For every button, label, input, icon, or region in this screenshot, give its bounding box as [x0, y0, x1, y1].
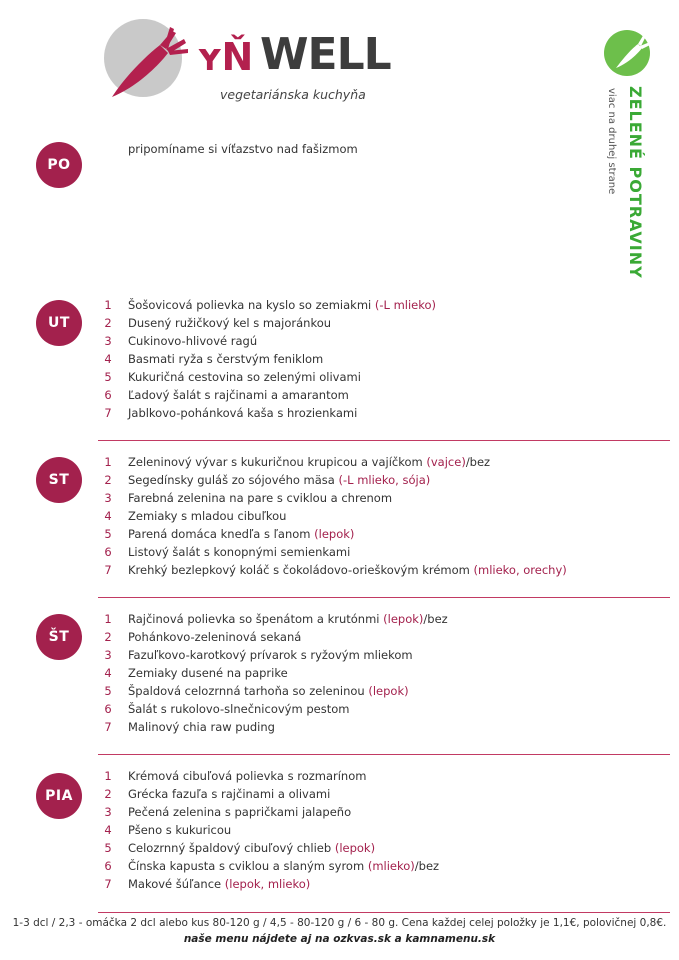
tagline: vegetariánska kuchyňa	[220, 87, 366, 102]
item-allergen: (lepok)	[383, 612, 424, 626]
item-allergen: (-L mlieko)	[374, 298, 437, 312]
list-item	[0, 455, 679, 473]
list-item	[0, 841, 679, 859]
section-divider	[98, 912, 670, 913]
item-text	[128, 545, 350, 559]
item-suffix: /bez	[465, 455, 491, 469]
item-text	[128, 805, 351, 819]
item-text	[128, 666, 288, 680]
item-name: Listový šalát s konopnými semienkami	[128, 545, 351, 559]
holiday-note: pripomíname si víťazstvo nad fašizmom	[128, 142, 358, 156]
item-number: 3	[104, 334, 112, 348]
item-number: 5	[104, 370, 112, 384]
brand-logo	[104, 19, 394, 109]
item-number: 6	[104, 545, 112, 559]
item-text	[128, 334, 257, 348]
list-item	[0, 316, 679, 334]
item-text	[128, 298, 436, 312]
list-item	[0, 298, 679, 316]
brand-main: WELL	[260, 29, 391, 80]
item-allergen: (lepok)	[368, 684, 409, 698]
list-item	[0, 527, 679, 545]
item-number: 1	[104, 455, 112, 469]
item-allergen: (lepok, mlieko)	[224, 877, 311, 891]
list-item	[0, 823, 679, 841]
day-badge-ut: UT	[36, 300, 82, 346]
item-number: 4	[104, 823, 112, 837]
item-name: Krémová cibuľová polievka s rozmarínom	[128, 769, 367, 783]
item-text	[128, 509, 286, 523]
item-number: 6	[104, 702, 112, 716]
item-text	[128, 720, 275, 734]
item-allergen: (-L mlieko, sója)	[338, 473, 431, 487]
list-item	[0, 545, 679, 563]
item-name: Rajčinová polievka so špenátom a krutónmi	[128, 612, 384, 626]
list-item	[0, 563, 679, 581]
section-divider	[98, 754, 670, 755]
item-text	[128, 684, 409, 698]
item-name: Šalát s rukolovo-slnečnicovým pestom	[128, 702, 350, 716]
item-text	[128, 630, 301, 644]
list-item	[0, 720, 679, 738]
item-text	[128, 388, 349, 402]
item-number: 4	[104, 666, 112, 680]
item-name: Jablkovo-pohánková kaša s hrozienkami	[128, 406, 358, 420]
item-number: 2	[104, 316, 112, 330]
item-name: Zeleninový vývar s kukuričnou krupicou a vajíčkom	[128, 455, 427, 469]
item-text	[128, 859, 439, 873]
list-item	[0, 406, 679, 424]
side-title: ZELENÉ POTRAVINY	[626, 86, 645, 279]
item-number: 6	[104, 859, 112, 873]
list-item	[0, 684, 679, 702]
day-badge-stv: ŠT	[36, 614, 82, 660]
list-item	[0, 370, 679, 388]
item-allergen: (vajce)	[426, 455, 466, 469]
list-item	[0, 473, 679, 491]
item-name: Parená domáca knedľa s ľanom	[128, 527, 315, 541]
item-number: 7	[104, 406, 112, 420]
carrot-logo-icon	[108, 23, 198, 103]
day-badge-po: PO	[36, 142, 82, 188]
item-name: Pšeno s kukuricou	[128, 823, 232, 837]
item-name: Pohánkovo-zeleninová sekaná	[128, 630, 302, 644]
footer-portions: 1-3 dcl / 2,3 - omáčka 2 dcl alebo kus 80-120 g / 4,5 - 80-120 g / 6 - 80 g. Cena každej celej položky je 1,1€, polovičnej 0,8€.	[12, 917, 667, 929]
green-carrot-icon	[606, 28, 652, 74]
list-item	[0, 787, 679, 805]
item-name: Ľadový šalát s rajčinami a amarantom	[128, 388, 349, 402]
footer-links: naše menu nájdete aj na ozkvas.sk a kamnamenu.sk	[183, 933, 496, 945]
item-number: 7	[104, 563, 112, 577]
item-suffix: /bez	[423, 612, 448, 626]
item-number: 7	[104, 877, 112, 891]
item-number: 5	[104, 527, 112, 541]
item-name: Malinový chia raw puding	[128, 720, 275, 734]
item-name: Fazuľkovo-karotkový prívarok s ryžovým mliekom	[128, 648, 413, 662]
item-text	[128, 455, 490, 469]
item-text	[128, 527, 354, 541]
item-text	[128, 877, 310, 891]
side-subtitle: viac na druhej strane	[606, 88, 617, 195]
item-allergen: (lepok)	[334, 841, 376, 855]
item-name: Basmati ryža s čerstvým feniklom	[128, 352, 324, 366]
item-text	[128, 787, 330, 801]
list-item	[0, 352, 679, 370]
item-number: 2	[104, 473, 112, 487]
item-number: 5	[104, 684, 112, 698]
item-number: 3	[104, 648, 112, 662]
item-number: 7	[104, 720, 112, 734]
item-number: 3	[104, 805, 112, 819]
item-text	[128, 406, 357, 420]
item-text	[128, 370, 361, 384]
list-item	[0, 877, 679, 895]
list-item	[0, 334, 679, 352]
section-divider	[98, 597, 670, 598]
item-allergen: (mlieko)	[367, 859, 415, 873]
list-item	[0, 702, 679, 720]
item-number: 2	[104, 630, 112, 644]
item-allergen: (lepok)	[314, 527, 355, 541]
brand-prefix: ʏŇ	[196, 35, 252, 79]
list-item	[0, 805, 679, 823]
item-name: Farebná zelenina na pare s cviklou a chrenom	[128, 491, 393, 505]
list-item	[0, 769, 679, 787]
item-name: Čínska kapusta s cviklou a slaným syrom	[128, 859, 368, 873]
item-number: 4	[104, 352, 112, 366]
item-name: Dusený ružičkový kel s majoránkou	[128, 316, 332, 330]
item-text	[128, 648, 413, 662]
list-item	[0, 648, 679, 666]
item-number: 3	[104, 491, 112, 505]
section-divider	[98, 440, 670, 441]
list-item	[0, 509, 679, 527]
list-item	[0, 666, 679, 684]
item-name: Špaldová celozrnná tarhoňa so zeleninou	[128, 684, 369, 698]
item-name: Krehký bezlepkový koláč s čokoládovo-orieškovým krémom	[128, 563, 474, 577]
item-allergen: (mlieko, orechy)	[473, 563, 567, 577]
item-text	[128, 769, 366, 783]
item-number: 1	[104, 298, 112, 312]
list-item	[0, 859, 679, 877]
item-text	[128, 612, 448, 626]
item-name: Segedínsky guláš zo sójového mäsa	[128, 473, 339, 487]
day-badge-pia: PIA	[36, 773, 82, 819]
day-badge-st: ST	[36, 457, 82, 503]
side-banner	[598, 86, 648, 279]
list-item	[0, 491, 679, 509]
item-name: Grécka fazuľa s rajčinami a olivami	[128, 787, 331, 801]
item-text	[128, 563, 567, 577]
item-suffix: /bez	[414, 859, 440, 873]
item-name: Celozrnný špaldový cibuľový chlieb	[128, 841, 335, 855]
item-number: 1	[104, 769, 112, 783]
item-name: Zemiaky dusené na paprike	[128, 666, 288, 680]
list-item	[0, 388, 679, 406]
item-name: Pečená zelenina s papričkami jalapeño	[128, 805, 352, 819]
item-text	[128, 491, 392, 505]
item-name: Zemiaky s mladou cibuľkou	[128, 509, 287, 523]
item-number: 4	[104, 509, 112, 523]
item-text	[128, 841, 375, 855]
item-name: Kukuričná cestovina so zelenými olivami	[128, 370, 361, 384]
list-item	[0, 612, 679, 630]
item-number: 1	[104, 612, 112, 626]
item-number: 2	[104, 787, 112, 801]
item-name: Šošovicová polievka na kyslo so zemiakmi	[128, 298, 375, 312]
item-number: 6	[104, 388, 112, 402]
item-text	[128, 316, 331, 330]
list-item	[0, 630, 679, 648]
item-name: Makové šúľance	[128, 877, 225, 891]
item-text	[128, 473, 430, 487]
item-name: Cukinovo-hlivové ragú	[128, 334, 258, 348]
item-number: 5	[104, 841, 112, 855]
item-text	[128, 702, 349, 716]
item-text	[128, 352, 323, 366]
item-text	[128, 823, 231, 837]
